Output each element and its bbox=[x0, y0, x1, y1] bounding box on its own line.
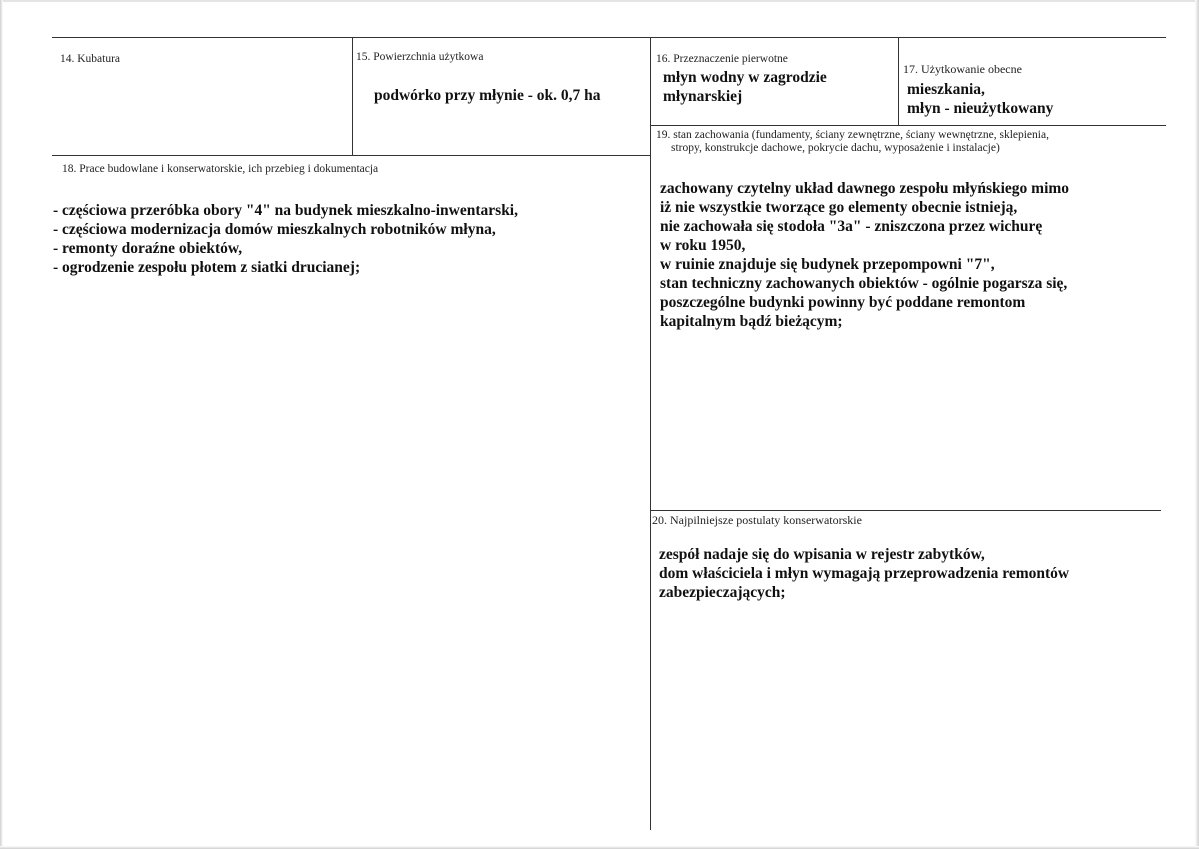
field-17-label: 17. Użytkowanie obecne bbox=[903, 62, 1022, 76]
page-edge-right bbox=[1195, 0, 1199, 849]
divider-14-15 bbox=[352, 37, 353, 156]
field-19-line: poszczególne budynki powinny być poddane remontom bbox=[660, 294, 1026, 311]
field-19-line: w ruinie znajduje się budynek przepompowni "7", bbox=[660, 256, 995, 273]
field-20-line: zespół nadaje się do wpisania w rejestr zabytków, bbox=[659, 546, 985, 563]
field-15-label: 15. Powierzchnia użytkowa bbox=[356, 51, 484, 63]
field-19-label-line: 19. stan zachowania (fundamenty, ściany zewnętrzne, ściany wewnętrzne, sklepienia, bbox=[656, 129, 1049, 141]
top-border-line bbox=[52, 37, 1166, 38]
left-bottom-border-line bbox=[52, 155, 651, 156]
field-17-line: młyn - nieużytkowany bbox=[907, 100, 1054, 117]
field-16-line: młynarskiej bbox=[663, 88, 743, 105]
field-18-line: - ogrodzenie zespołu płotem z siatki drucianej; bbox=[53, 259, 361, 276]
field-19-line: iż nie wszystkie tworzące go elementy obecnie istnieją, bbox=[660, 199, 1018, 216]
field-20-label: 20. Najpilniejsze postulaty konserwatorskie bbox=[652, 513, 862, 527]
field-18-value bbox=[53, 201, 518, 277]
field-16-line: młyn wodny w zagrodzie bbox=[663, 69, 827, 86]
field-15-value: podwórko przy młynie - ok. 0,7 ha bbox=[374, 87, 601, 104]
field-16-value bbox=[663, 68, 827, 106]
field-19-line: nie zachowała się stodoła "3a" - zniszczona przez wichurę bbox=[660, 218, 1043, 235]
field-19-line: w roku 1950, bbox=[660, 237, 746, 254]
field-18-line: - remonty doraźne obiektów, bbox=[53, 240, 243, 257]
field-20-value bbox=[659, 545, 1069, 602]
field-19-line: kapitalnym bądź bieżącym; bbox=[660, 313, 843, 330]
field-19-label-line: stropy, konstrukcje dachowe, pokrycie dachu, wyposażenie i instalacje) bbox=[671, 142, 1000, 154]
field-20-line: dom właściciela i młyn wymagają przeprowadzenia remontów bbox=[659, 565, 1070, 582]
page-edge-top bbox=[0, 0, 1199, 2]
center-divider-line bbox=[650, 37, 651, 830]
field-20-line: zabezpieczających; bbox=[659, 584, 786, 601]
field-17-line: mieszkania, bbox=[907, 81, 985, 98]
field-14-label: 14. Kubatura bbox=[60, 53, 121, 65]
field-18-label: 18. Prace budowlane i konserwatorskie, ich przebieg i dokumentacja bbox=[62, 163, 379, 175]
row-16-17-bottom-line bbox=[650, 125, 1166, 126]
page-edge-left bbox=[0, 0, 3, 849]
field-18-line: - częściowa przeróbka obory "4" na budynek mieszkalno-inwentarski, bbox=[53, 202, 518, 219]
divider-16-17 bbox=[898, 37, 899, 126]
field-19-value bbox=[660, 179, 1069, 331]
field-16-label: 16. Przeznaczenie pierwotne bbox=[656, 53, 788, 65]
field-19-label bbox=[656, 129, 1049, 155]
field-18-line: - częściowa modernizacja domów mieszkalnych robotników młyna, bbox=[53, 221, 496, 238]
field-19-line: zachowany czytelny układ dawnego zespołu młyńskiego mimo bbox=[660, 180, 1070, 197]
field-17-value bbox=[907, 80, 1053, 118]
field-19-bottom-line bbox=[650, 510, 1161, 511]
field-19-line: stan techniczny zachowanych obiektów - ogólnie pogarsza się, bbox=[660, 275, 1068, 292]
